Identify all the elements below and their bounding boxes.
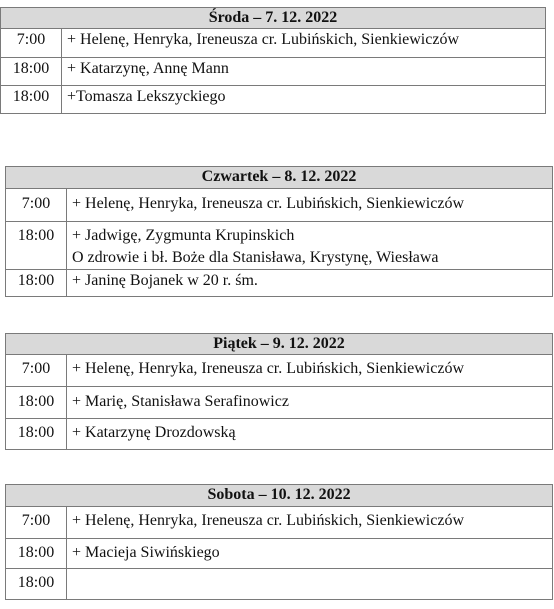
mass-intention <box>67 189 553 222</box>
intention-line: + Helenę, Henryka, Ireneusza cr. Lubińskich, Sienkiewiczów <box>72 512 464 529</box>
mass-time: 18:00 <box>6 569 67 600</box>
mass-intention <box>62 29 546 58</box>
mass-intention <box>67 387 553 419</box>
intention-line: O zdrowie i bł. Boże dla Stanisława, Krystynę, Wiesława <box>72 249 439 266</box>
day-header: Sobota – 10. 12. 2022 <box>6 485 553 507</box>
mass-time: 7:00 <box>6 355 67 387</box>
mass-intention <box>67 569 553 600</box>
mass-intention <box>62 58 546 86</box>
mass-time: 7:00 <box>1 29 62 58</box>
intention-line: + Helenę, Henryka, Ireneusza cr. Lubińskich, Sienkiewiczów <box>72 360 464 377</box>
mass-time: 18:00 <box>6 270 67 297</box>
day-header: Środa – 7. 12. 2022 <box>1 8 546 29</box>
day-header: Czwartek – 8. 12. 2022 <box>6 167 553 189</box>
schedule-table-wednesday <box>0 7 546 114</box>
mass-intention <box>67 507 553 539</box>
mass-time: 7:00 <box>6 507 67 539</box>
schedule-table-saturday <box>5 484 553 600</box>
mass-time: 18:00 <box>6 222 67 270</box>
mass-intention <box>67 419 553 450</box>
intention-line: + Janinę Bojanek w 20 r. śm. <box>72 272 258 289</box>
schedule-table-friday <box>5 333 553 450</box>
mass-time: 7:00 <box>6 189 67 222</box>
schedule-table-thursday <box>5 166 553 297</box>
mass-time: 18:00 <box>6 387 67 419</box>
intention-line: + Katarzynę Drozdowską <box>72 424 236 441</box>
mass-intention <box>67 539 553 569</box>
mass-intention <box>62 86 546 114</box>
mass-time: 18:00 <box>6 539 67 569</box>
mass-intention <box>67 355 553 387</box>
intention-line: + Helenę, Henryka, Ireneusza cr. Lubińskich, Sienkiewiczów <box>67 31 459 48</box>
intention-line: + Jadwigę, Zygmunta Krupinskich <box>72 227 295 244</box>
mass-time: 18:00 <box>1 58 62 86</box>
mass-time: 18:00 <box>6 419 67 450</box>
intention-line: +Tomasza Lekszyckiego <box>67 88 226 105</box>
day-header: Piątek – 9. 12. 2022 <box>6 334 553 355</box>
mass-time: 18:00 <box>1 86 62 114</box>
mass-intention <box>67 222 553 270</box>
intention-line: + Katarzynę, Annę Mann <box>67 60 229 77</box>
intention-line: + Macieja Siwińskiego <box>72 544 220 561</box>
intention-line: + Marię, Stanisława Serafinowicz <box>72 393 289 410</box>
intention-line: + Helenę, Henryka, Ireneusza cr. Lubińskich, Sienkiewiczów <box>72 195 464 212</box>
mass-intention <box>67 270 553 297</box>
